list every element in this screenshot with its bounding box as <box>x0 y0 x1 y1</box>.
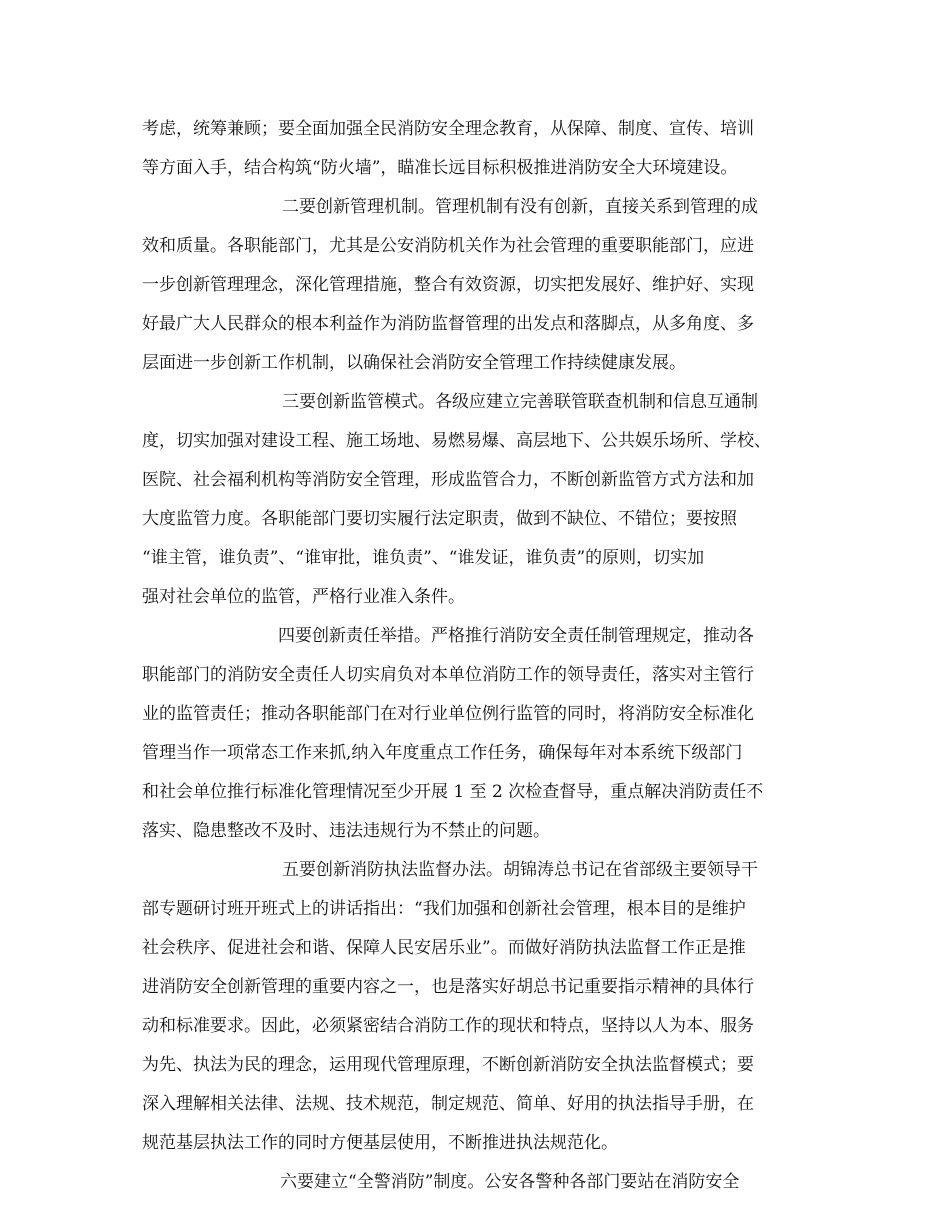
text-line: 医院、社会福利机构等消防安全管理，形成监管合力，不断创新监管方式方法和加 <box>142 470 754 490</box>
text-line: 部专题研讨班开班式上的讲话指出：“我们加强和创新社会管理，根本目的是维护 <box>142 899 746 919</box>
text-line: 社会秩序、促进社会和谐、保障人民安居乐业”。而做好消防执法监督工作正是推 <box>142 938 746 958</box>
text-line: 大度监管力度。各职能部门要切实履行法定职责，做到不缺位、不错位；要按照 <box>142 509 737 529</box>
paragraph-heading-line: 四要创新责任举措。严格推行消防安全责任制管理规定，推动各 <box>278 626 754 646</box>
text-line: 层面进一步创新工作机制，以确保社会消防安全管理工作持续健康发展。 <box>142 353 686 373</box>
text-line: 进消防安全创新管理的重要内容之一，也是落实好胡总书记重要指示精神的具体行 <box>142 977 754 997</box>
paragraph-heading-line: 三要创新监管模式。各级应建立完善联管联查机制和信息互通制 <box>282 392 758 412</box>
text-line: 为先、执法为民的理念，运用现代管理原理，不断创新消防安全执法监督模式；要 <box>142 1055 754 1075</box>
text-line: 落实、隐患整改不及时、违法违规行为不禁止的问题。 <box>142 821 550 841</box>
text-line: “谁主管，谁负责”、“谁审批，谁负责”、“谁发证，谁负责”的原则，切实加 <box>142 548 705 568</box>
text-line: 职能部门的消防安全责任人切实肩负对本单位消防工作的领导责任，落实对主管行 <box>142 665 754 685</box>
paragraph-heading-line: 二要创新管理机制。管理机制有没有创新，直接关系到管理的成 <box>282 197 758 217</box>
text-line: 管理当作一项常态工作来抓,纳入年度重点工作任务，确保每年对本系统下级部门 <box>142 743 743 763</box>
paragraph-heading-line: 六要建立“全警消防”制度。公安各警种各部门要站在消防安全 <box>280 1172 740 1192</box>
text-line: 考虑，统筹兼顾；要全面加强全民消防安全理念教育，从保障、制度、宣传、培训 <box>142 119 754 139</box>
text-line: 和社会单位推行标准化管理情况至少开展 1 至 2 次检查督导，重点解决消防责任不 <box>142 782 764 802</box>
text-line: 深入理解相关法律、法规、技术规范，制定规范、简单、好用的执法指导手册，在 <box>142 1094 754 1114</box>
text-line: 度，切实加强对建设工程、施工场地、易燃易爆、高层地下、公共娱乐场所、学校、 <box>142 431 771 451</box>
text-line: 规范基层执法工作的同时方便基层使用，不断推进执法规范化。 <box>142 1133 618 1153</box>
text-line: 等方面入手，结合构筑“防火墙”，瞄准长远目标积极推进消防安全大环境建设。 <box>142 158 738 178</box>
paragraph-heading-line: 五要创新消防执法监督办法。胡锦涛总书记在省部级主要领导干 <box>282 860 758 880</box>
text-line: 动和标准要求。因此，必须紧密结合消防工作的现状和特点，坚持以人为本、服务 <box>142 1016 754 1036</box>
text-line: 业的监管责任；推动各职能部门在对行业单位例行监管的同时，将消防安全标准化 <box>142 704 754 724</box>
text-line: 强对社会单位的监管，严格行业准入条件。 <box>142 587 465 607</box>
document-body <box>142 110 822 1202</box>
text-line: 好最广大人民群众的根本利益作为消防监督管理的出发点和落脚点，从多角度、多 <box>142 314 754 334</box>
text-line: 一步创新管理理念，深化管理措施，整合有效资源，切实把发展好、维护好、实现 <box>142 275 754 295</box>
text-line: 效和质量。各职能部门，尤其是公安消防机关作为社会管理的重要职能部门，应进 <box>142 236 754 256</box>
